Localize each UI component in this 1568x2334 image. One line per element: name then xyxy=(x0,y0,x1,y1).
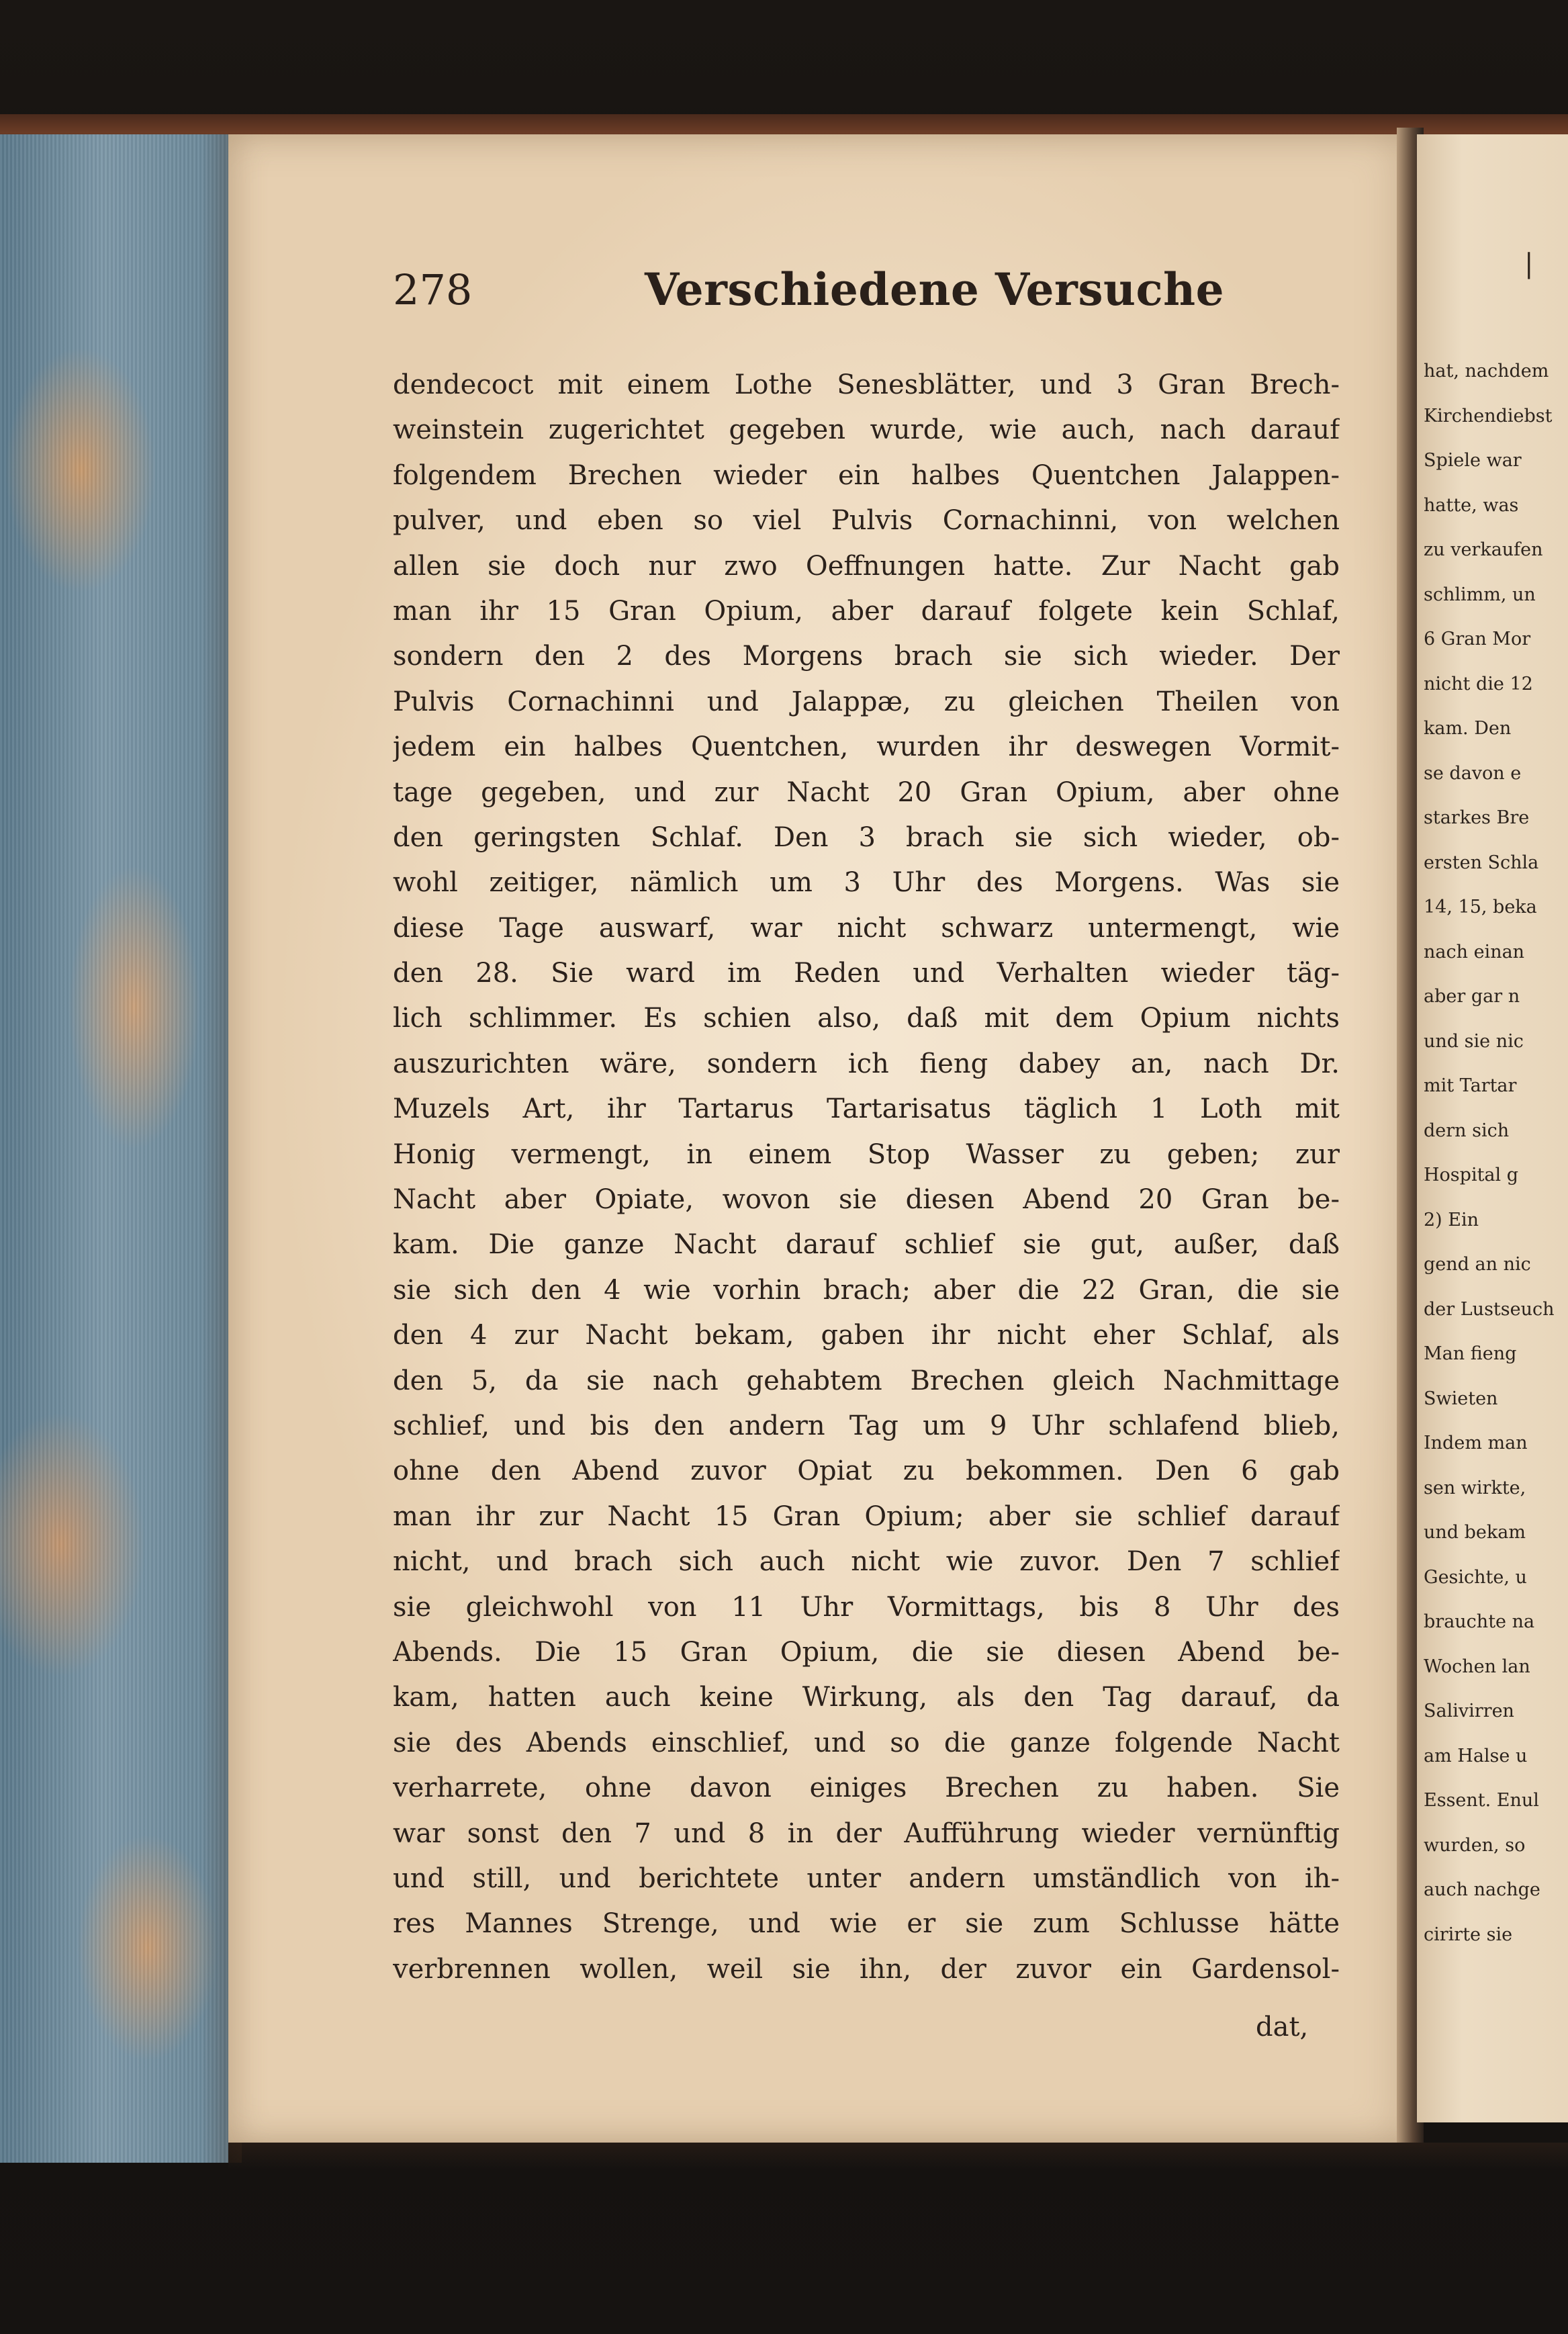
facing-line: Kirchendiebst xyxy=(1424,405,1553,427)
facing-line: se davon e xyxy=(1424,762,1522,784)
facing-line: nicht die 12 xyxy=(1424,673,1533,694)
text-line: sondern den 2 des Morgens brach sie sich wieder. Der xyxy=(393,641,1340,672)
facing-line: cirirte sie xyxy=(1424,1924,1513,1945)
text-line: allen sie doch nur zwo Oeffnungen hatte. Zur Nacht gab xyxy=(393,550,1340,582)
facing-line: wurden, so xyxy=(1424,1834,1526,1856)
facing-line: der Lustseuch xyxy=(1424,1298,1555,1320)
facing-line: kam. Den xyxy=(1424,718,1512,739)
facing-page-text xyxy=(1417,349,1568,1957)
facing-line: Indem man xyxy=(1424,1433,1528,1453)
text-line: Muzels Art, ihr Tartarus Tartarisatus täglich 1 Loth mit xyxy=(393,1093,1340,1125)
text-line: Honig vermengt, in einem Stop Wasser zu geben; zur xyxy=(393,1138,1340,1170)
facing-line: hatte, was xyxy=(1424,494,1519,516)
facing-line: ersten Schla xyxy=(1424,852,1539,873)
text-line: den 4 zur Nacht bekam, gaben ihr nicht eher Schlaf, als xyxy=(393,1320,1340,1351)
text-line: Abends. Die 15 Gran Opium, die sie diesen Abend be- xyxy=(393,1636,1340,1668)
text-line: kam, hatten auch keine Wirkung, als den Tag darauf, da xyxy=(393,1682,1340,1713)
facing-line: Salivirren xyxy=(1424,1701,1514,1721)
text-line: sie des Abends einschlief, und so die ganze folgende Nacht xyxy=(393,1727,1340,1758)
facing-line: hat, nachdem xyxy=(1424,361,1549,381)
facing-line: 6 Gran Mor xyxy=(1424,629,1531,649)
body-text xyxy=(393,363,1340,1992)
facing-line: zu verkaufen xyxy=(1424,539,1543,560)
facing-line: dern sich xyxy=(1424,1120,1510,1141)
text-line: res Mannes Strenge, und wie er sie zum Schlusse hätte xyxy=(393,1908,1340,1940)
text-line: Pulvis Cornachinni und Jalappæ, zu gleichen Theilen von xyxy=(393,686,1340,717)
text-line: weinstein zugerichtet gegeben wurde, wie auch, nach darauf xyxy=(393,414,1340,446)
page-number: 278 xyxy=(393,265,473,314)
text-line: jedem ein halbes Quentchen, wurden ihr deswegen Vormit- xyxy=(393,731,1340,763)
text-line: schlief, und bis den andern Tag um 9 Uhr schlafend blieb, xyxy=(393,1410,1340,1441)
text-line: pulver, und eben so viel Pulvis Cornachinni, von welchen xyxy=(393,505,1340,537)
text-line: den 5, da sie nach gehabtem Brechen gleich Nachmittage xyxy=(393,1365,1340,1396)
facing-line: aber gar n xyxy=(1424,986,1520,1007)
running-title: Verschiedene Versuche xyxy=(645,263,1225,316)
facing-line: Man fieng xyxy=(1424,1343,1517,1364)
facing-line: und bekam xyxy=(1424,1522,1526,1543)
text-line: Nacht aber Opiate, wovon sie diesen Abend 20 Gran be- xyxy=(393,1184,1340,1216)
text-line: und still, und berichtete unter andern umständlich von ih- xyxy=(393,1862,1340,1894)
catchword: dat, xyxy=(1256,2012,1309,2043)
text-line: sie gleichwohl von 11 Uhr Vormittags, bis 8 Uhr des xyxy=(393,1591,1340,1623)
facing-page xyxy=(1417,134,1568,2122)
facing-line: sen wirkte, xyxy=(1424,1477,1526,1498)
facing-line: Wochen lan xyxy=(1424,1656,1530,1677)
facing-line: Swieten xyxy=(1424,1388,1498,1409)
facing-page-marker: | xyxy=(1524,249,1534,279)
text-line: war sonst den 7 und 8 in der Aufführung wieder vernünftig xyxy=(393,1817,1340,1849)
text-line: den geringsten Schlaf. Den 3 brach sie sich wieder, ob- xyxy=(393,821,1340,853)
page-bottom-shadow xyxy=(228,2143,1568,2169)
text-line: nicht, und brach sich auch nicht wie zuvor. Den 7 schlief xyxy=(393,1546,1340,1578)
text-line: lich schlimmer. Es schien also, daß mit dem Opium nichts xyxy=(393,1003,1340,1034)
text-line: verharrete, ohne davon einiges Brechen zu haben. Sie xyxy=(393,1772,1340,1804)
facing-line: Hospital g xyxy=(1424,1165,1519,1185)
text-line: man ihr zur Nacht 15 Gran Opium; aber sie schlief darauf xyxy=(393,1500,1340,1532)
text-line: diese Tage auswarf, war nicht schwarz untermengt, wie xyxy=(393,912,1340,944)
facing-line: 14, 15, beka xyxy=(1424,897,1537,917)
facing-line: gend an nic xyxy=(1424,1254,1531,1275)
text-line: wohl zeitiger, nämlich um 3 Uhr des Morgens. Was sie xyxy=(393,867,1340,899)
text-line: folgendem Brechen wieder ein halbes Quentchen Jalappen- xyxy=(393,459,1340,491)
facing-line: und sie nic xyxy=(1424,1030,1524,1052)
text-line: sie sich den 4 wie vorhin brach; aber die 22 Gran, die sie xyxy=(393,1274,1340,1306)
facing-line: starkes Bre xyxy=(1424,807,1530,828)
facing-line: Essent. Enul xyxy=(1424,1790,1539,1811)
text-line: dendecoct mit einem Lothe Senesblätter, und 3 Gran Brech- xyxy=(393,369,1340,400)
text-line: ohne den Abend zuvor Opiat zu bekommen. Den 6 gab xyxy=(393,1455,1340,1487)
facing-line: auch nachge xyxy=(1424,1879,1540,1900)
facing-line: Gesichte, u xyxy=(1424,1566,1527,1588)
text-line: verbrennen wollen, weil sie ihn, der zuvor ein Gardensol- xyxy=(393,1953,1340,1985)
facing-line: am Halse u xyxy=(1424,1745,1528,1766)
text-line: man ihr 15 Gran Opium, aber darauf folgete kein Schlaf, xyxy=(393,595,1340,627)
text-line: kam. Die ganze Nacht darauf schlief sie gut, außer, daß xyxy=(393,1229,1340,1261)
facing-line: Spiele war xyxy=(1424,450,1522,471)
facing-line: nach einan xyxy=(1424,941,1525,962)
facing-line: 2) Ein xyxy=(1424,1209,1479,1230)
facing-line: brauchte na xyxy=(1424,1611,1535,1632)
text-line: auszurichten wäre, sondern ich fieng dabey an, nach Dr. xyxy=(393,1048,1340,1079)
facing-line: mit Tartar xyxy=(1424,1075,1517,1096)
text-line: den 28. Sie ward im Reden und Verhalten wieder täg- xyxy=(393,958,1340,989)
text-line: tage gegeben, und zur Nacht 20 Gran Opium, aber ohne xyxy=(393,776,1340,808)
marbled-page-edges xyxy=(0,134,228,2163)
facing-line: schlimm, un xyxy=(1424,584,1536,605)
